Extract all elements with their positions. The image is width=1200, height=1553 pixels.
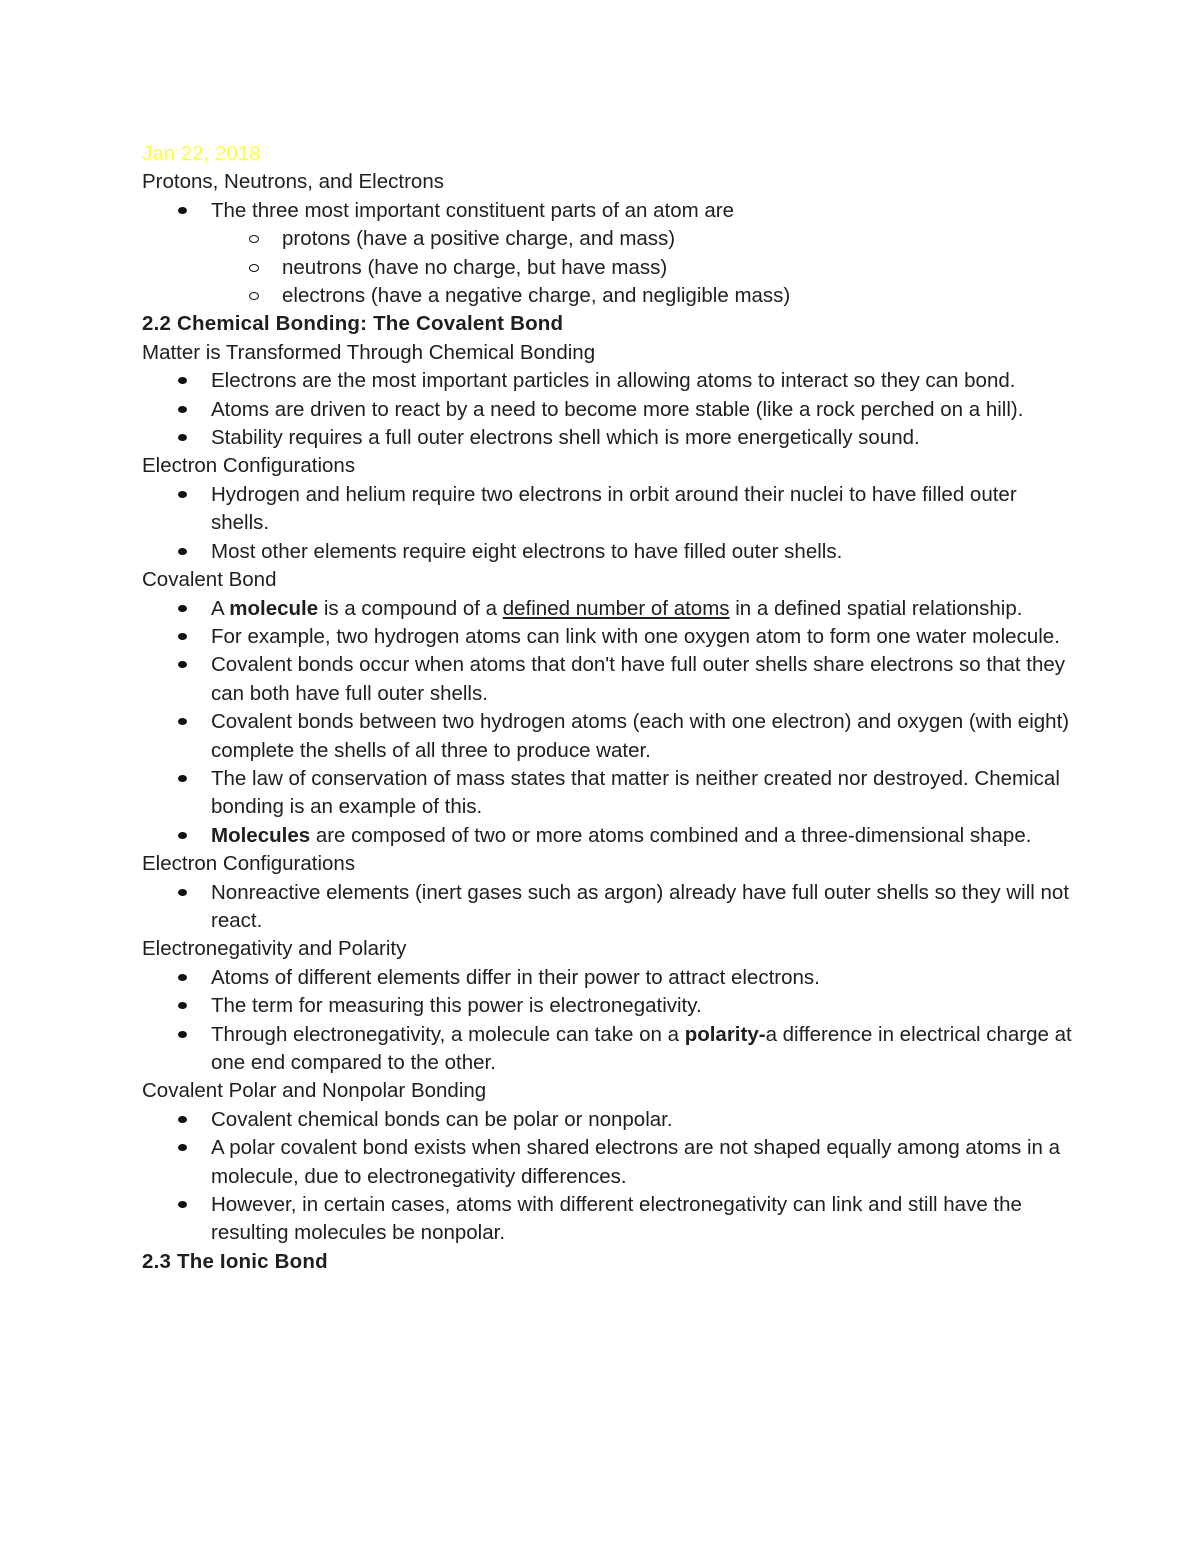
- list-item-text: Most other elements require eight electrons to have filled outer shells.: [211, 539, 843, 563]
- list-item: [142, 623, 1072, 651]
- bullet-icon: [178, 718, 187, 725]
- bold-term-molecule: molecule: [229, 596, 319, 620]
- hollow-bullet-icon: [249, 264, 259, 272]
- bullet-icon: [178, 1031, 187, 1038]
- list-item: [142, 396, 1072, 424]
- list-item-text: The three most important constituent parts of an atom are: [211, 198, 735, 222]
- list-item-text: electrons (have a negative charge, and negligible mass): [282, 284, 791, 308]
- underlined-phrase: defined number of atoms: [502, 596, 730, 620]
- list-item-text-part: in a defined spatial relationship.: [729, 596, 1023, 620]
- bullet-list: [142, 595, 1072, 851]
- heading-electron-configurations-2: Electron Configurations: [142, 852, 356, 876]
- bullet-icon: [178, 974, 187, 981]
- list-item: [142, 481, 1072, 538]
- sub-list-item: [142, 282, 1072, 310]
- list-item: [142, 1191, 1072, 1248]
- list-item: [142, 595, 1072, 623]
- list-item-text: Electrons are the most important particles in allowing atoms to interact so they can bond.: [211, 369, 1016, 393]
- heading-protons-neutrons-electrons: Protons, Neutrons, and Electrons: [142, 170, 444, 194]
- list-item: [142, 367, 1072, 395]
- list-item: [142, 992, 1072, 1020]
- date-line: Jan 22, 2018: [142, 142, 261, 165]
- bullet-icon: [178, 1144, 187, 1151]
- list-item: [142, 1134, 1072, 1191]
- list-item: [142, 964, 1072, 992]
- list-item: [142, 1106, 1072, 1134]
- list-item-text: neutrons (have no charge, but have mass): [282, 255, 668, 279]
- heading-covalent-bond: Covalent Bond: [142, 568, 277, 592]
- bullet-icon: [178, 661, 187, 668]
- bullet-icon: [178, 406, 187, 413]
- list-item-text-part: are composed of two or more atoms combined and a three-dimensional shape.: [310, 823, 1032, 847]
- list-item-text: protons (have a positive charge, and mass): [282, 227, 676, 251]
- bullet-list: [142, 1106, 1072, 1248]
- section-title-2-3: 2.3 The Ionic Bond: [142, 1249, 328, 1273]
- list-item: [142, 822, 1072, 850]
- bold-term-molecules: Molecules: [211, 823, 311, 847]
- list-item-text-part: Through electronegativity, a molecule can take on a: [211, 1022, 685, 1046]
- list-item: [142, 708, 1072, 765]
- list-item-text: For example, two hydrogen atoms can link with one oxygen atom to form one water molecule.: [211, 624, 1060, 648]
- bullet-icon: [178, 605, 187, 612]
- list-item: [142, 651, 1072, 708]
- list-item: [142, 765, 1072, 822]
- bullet-list: [142, 367, 1072, 452]
- list-item: [142, 197, 1072, 225]
- list-item-text: Nonreactive elements (inert gases such as argon) already have full outer shells so they will not react.: [211, 880, 1070, 932]
- list-item-text: Stability requires a full outer electrons shell which is more energetically sound.: [211, 426, 920, 450]
- bullet-icon: [178, 207, 187, 214]
- bullet-icon: [178, 1002, 187, 1009]
- bullet-icon: [178, 832, 187, 839]
- list-item-text: Atoms of different elements differ in their power to attract electrons.: [211, 965, 820, 989]
- bullet-list: [142, 964, 1072, 1078]
- list-item-text-part: A: [211, 596, 230, 620]
- bullet-icon: [178, 1116, 187, 1123]
- heading-covalent-polar-nonpolar: Covalent Polar and Nonpolar Bonding: [142, 1079, 487, 1103]
- list-item-text: Atoms are driven to react by a need to become more stable (like a rock perched on a hill).: [211, 397, 1024, 421]
- list-item-text: Covalent chemical bonds can be polar or nonpolar.: [211, 1107, 673, 1131]
- list-item-text: Hydrogen and helium require two electrons in orbit around their nuclei to have filled outer shells.: [211, 482, 1017, 535]
- section-title-2-2: 2.2 Chemical Bonding: The Covalent Bond: [142, 312, 564, 336]
- heading-electronegativity-polarity: Electronegativity and Polarity: [142, 937, 407, 961]
- sub-bullet-list: [142, 225, 1072, 310]
- bullet-list: [142, 879, 1072, 936]
- list-item-text: The law of conservation of mass states that matter is neither created nor destroyed. Chemical bonding is an example of this.: [211, 766, 1060, 819]
- bullet-icon: [178, 377, 187, 384]
- hollow-bullet-icon: [249, 292, 259, 300]
- list-item-text: Covalent bonds occur when atoms that don't have full outer shells share electrons so that they can both have full outer shells.: [211, 653, 1066, 705]
- list-item-text: The term for measuring this power is electronegativity.: [211, 994, 702, 1018]
- list-item-text-part: is a compound of a: [318, 596, 503, 620]
- document-body: [142, 140, 1072, 1276]
- bullet-icon: [178, 491, 187, 498]
- list-item: [142, 1021, 1072, 1078]
- list-item-text-part: a difference in electrical charge at one end compared to the other.: [211, 1022, 1072, 1074]
- sub-list-item: [142, 225, 1072, 253]
- bullet-icon: [178, 434, 187, 441]
- list-item: [142, 538, 1072, 566]
- list-item: [142, 879, 1072, 936]
- bold-term-polarity: polarity-: [684, 1022, 766, 1046]
- bullet-icon: [178, 1201, 187, 1208]
- heading-electron-configurations: Electron Configurations: [142, 454, 356, 478]
- bullet-icon: [178, 889, 187, 896]
- list-item-text: Covalent bonds between two hydrogen atoms (each with one electron) and oxygen (with eight) complete the shells of all three to produce water.: [211, 710, 1070, 762]
- bullet-icon: [178, 775, 187, 782]
- list-item: [142, 424, 1072, 452]
- bullet-icon: [178, 548, 187, 555]
- sub-list-item: [142, 254, 1072, 282]
- list-item-text: However, in certain cases, atoms with different electronegativity can link and still have the resulting molecules be nonpolar.: [211, 1193, 1022, 1245]
- bullet-icon: [178, 633, 187, 640]
- bullet-list: [142, 197, 1072, 225]
- heading-matter-transformed: Matter is Transformed Through Chemical Bonding: [142, 340, 596, 364]
- bullet-list: [142, 481, 1072, 566]
- hollow-bullet-icon: [249, 235, 259, 243]
- list-item-text: A polar covalent bond exists when shared electrons are not shaped equally among atoms in a molecule, due to electronegativity differences.: [211, 1136, 1060, 1188]
